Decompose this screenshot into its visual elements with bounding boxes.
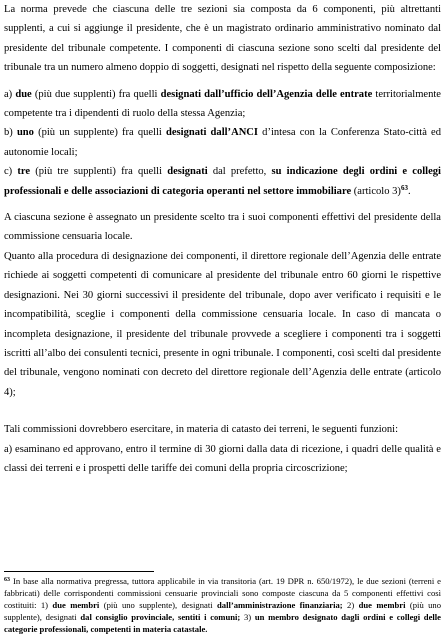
text-run: c) [4, 166, 18, 178]
bold-text: designati [167, 166, 208, 178]
presidente-paragraph [4, 208, 441, 247]
text-run: A ciascuna sezione è assegnato un presidente scelto tra i suoi componenti effettivi del presidente della commissione censuaria locale. [4, 212, 441, 243]
text-run: . [407, 185, 411, 197]
text-run: (più uno supplente), designati [4, 599, 442, 622]
bold-text: due membri [358, 599, 406, 610]
text-run: Quanto alla procedura di designazione dei componenti, il direttore regionale dell’Agenzia delle entrate richiede ai soggetti competenti di comunicare al presidente del tribunale entro 60 giorni le rispettive designazioni. Nei 30 giorni successivi il presidente del tribunale, dopo aver verificato i requisiti e le incompatibilità, sceglie i componenti della commissione censuaria locale. In caso di mancata o incompleta designazione, il presidente del tribunale provvede a scegliere i componenti tra i soggetti iscritti all’albo dei consulenti tecnici, presente in ogni tribunale. I componenti, così scelti dal presidente del tribunale, vengono nominati con decreto del direttore regionale dell’Agenzia delle entrate (articolo 4); [4, 250, 441, 398]
footnote-ref: 63 [4, 577, 10, 583]
bold-text: due membri [52, 599, 100, 610]
bold-text: designati dall’ufficio dell’Agenzia delle entrate [160, 88, 373, 100]
footnote-ref: 63 [400, 183, 408, 192]
text-run: d’intesa con la Conferenza Stato-città ed autonomie locali; [4, 127, 441, 158]
list-item-c [4, 162, 441, 201]
funzioni-paragraph [4, 420, 441, 439]
footnote-separator [4, 571, 154, 572]
document-page [4, 0, 441, 642]
text-run: 2) [342, 599, 359, 610]
text-run: dal prefetto, [207, 166, 272, 178]
text-run: (articolo 3) [351, 185, 401, 197]
text-run: (più un supplente) fra quelli [33, 127, 166, 139]
procedura-paragraph [4, 247, 441, 402]
bold-text: designati dall’ANCI [165, 127, 259, 139]
text-run: Tali commissioni dovrebbero esercitare, in materia di catasto dei terreni, le seguenti funzioni: [4, 424, 399, 436]
list-item-a [4, 85, 441, 124]
bold-text: su indicazione degli ordini e collegi professionali e delle associazioni di categoria operanti nel settore immobiliare [4, 166, 441, 197]
text-run: a) [4, 88, 16, 100]
text-run: In base alla normativa pregressa, tuttora applicabile in via transitoria (art. 19 DPR n. 650/1972), le due sezioni (terreni e fabbricati) delle corrispondenti commissioni censuarie provinciali sono composte ciascuna da 5 componenti effettivi così costituiti: 1) [4, 576, 441, 610]
bold-text: dall’amministrazione finanziaria; [217, 599, 343, 610]
footnote-area [4, 576, 441, 636]
text-run: a) esaminano ed approvano, entro il termine di 30 giorni dalla data di ricezione, i quadri delle qualità e classi dei terreni e i prospetti delle tariffe dei comuni della propria circoscrizione; [4, 443, 441, 474]
text-run: territorialmente competente tra i dipendenti di ruolo della stessa Agenzia; [4, 88, 441, 120]
bold-text: tre [17, 166, 31, 178]
bold-text: uno [16, 127, 34, 139]
intro-paragraph [4, 0, 441, 78]
bold-text: un membro designato dagli ordini e collegi delle categorie professionali, competenti in materia catastale. [4, 611, 441, 634]
bold-text: dal consiglio provinciale, sentiti i comuni; [80, 611, 241, 622]
text-run: b) [4, 127, 17, 139]
text-run: 3) [240, 611, 255, 622]
text-run: (più tre supplenti) fra quelli [30, 166, 168, 178]
bold-text: due [15, 88, 32, 100]
footnote-63 [4, 576, 441, 636]
text-run: La norma prevede che ciascuna delle tre sezioni sia composta da 6 componenti, più altrettanti supplenti, a cui si aggiunge il presidente, che è un magistrato ordinario amministrativo nominato dal presidente del tribunale competente. I componenti di ciascuna sezione sono scelti dal presidente del tribunale tra un numero almeno doppio di soggetti, designati nel rispetto della seguente composizione: [4, 4, 441, 74]
list-item-b [4, 123, 441, 162]
text-run: (più uno supplente), designati [99, 599, 217, 610]
text-run: (più due supplenti) fra quelli [31, 88, 161, 100]
funzioni-item-a [4, 440, 441, 479]
